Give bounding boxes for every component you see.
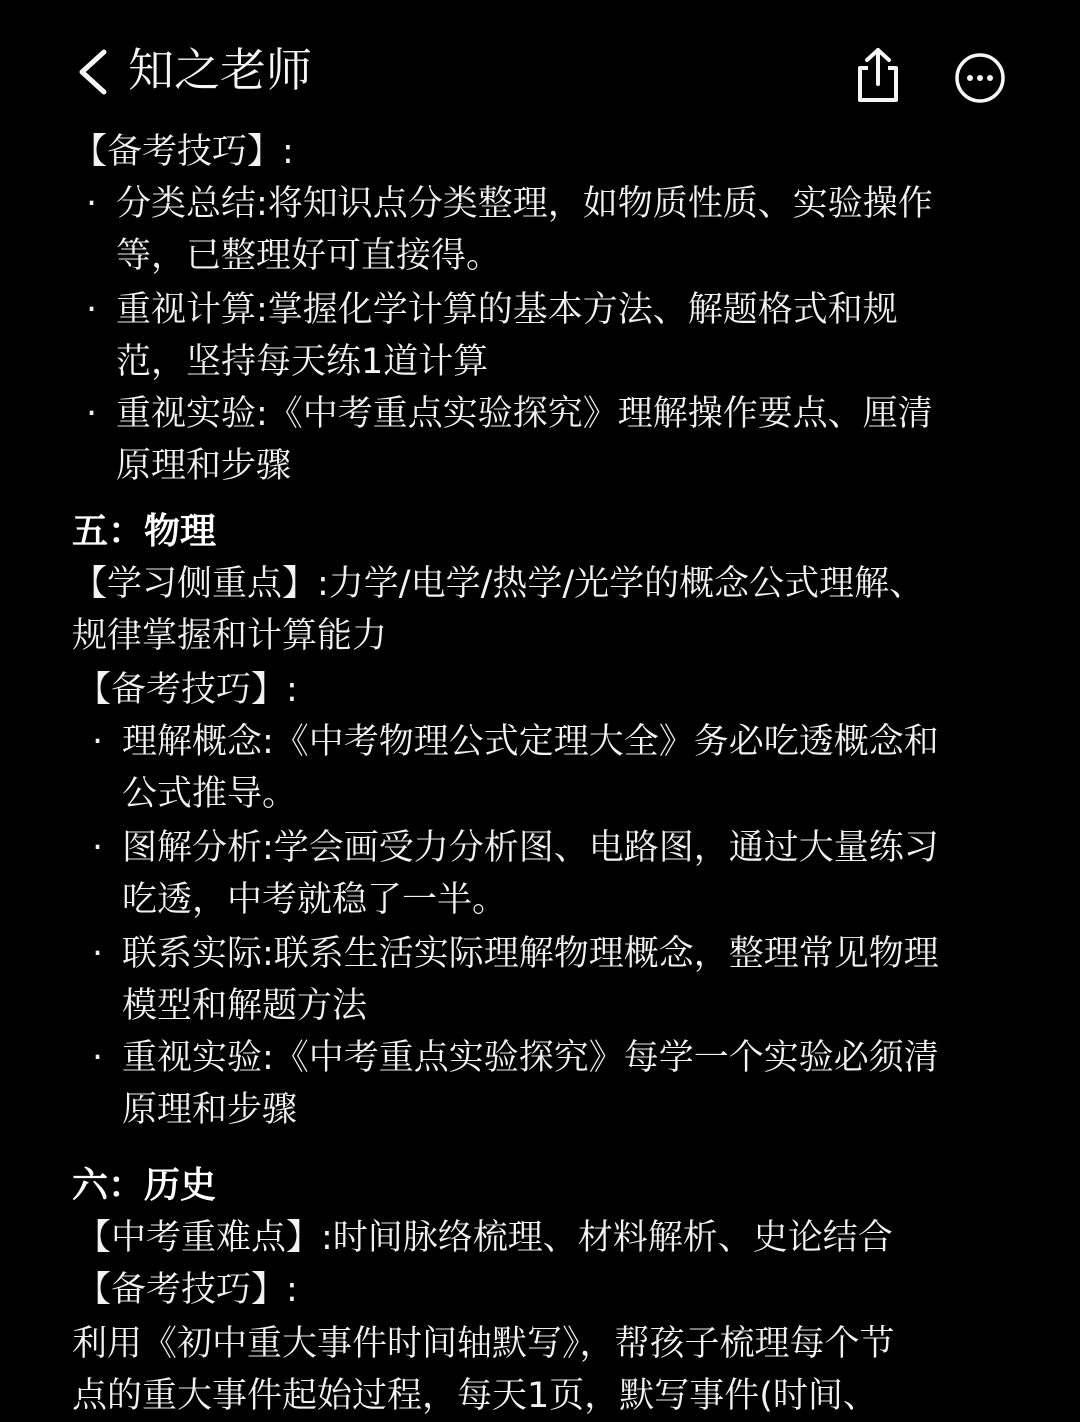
physics-tip-1-line2: 公式推导。 <box>122 774 298 814</box>
bullet-dot: · <box>86 184 98 224</box>
chem-tip-2-line1: 重视计算:掌握化学计算的基本方法、解题格式和规 <box>116 290 898 330</box>
chem-tip-1-line2: 等，已整理好可直接得。 <box>116 236 502 276</box>
physics-tip-4-line1: 重视实验:《中考重点实验探究》每学一个实验必须清 <box>122 1038 939 1078</box>
history-para-line2: 点的重大事件起始过程，每天1页，默写事件(时间、 <box>72 1376 878 1416</box>
bullet-dot: · <box>92 1038 104 1078</box>
physics-tips-label: 【备考技巧】: <box>76 670 298 710</box>
bullet-dot: · <box>86 290 98 330</box>
history-para-line1: 利用《初中重大事件时间轴默写》，帮孩子梳理每个节 <box>72 1324 895 1364</box>
chem-tip-3-line2: 原理和步骤 <box>116 446 292 486</box>
history-tips-label: 【备考技巧】: <box>76 1270 298 1310</box>
history-focus: 【中考重难点】:时间脉络梳理、材料解析、史论结合 <box>76 1218 893 1258</box>
chem-tip-2-line2: 范，坚持每天练1道计算 <box>116 342 489 382</box>
bullet-dot: · <box>92 828 104 868</box>
physics-focus-line2: 规律掌握和计算能力 <box>72 616 388 656</box>
physics-tip-3-line2: 模型和解题方法 <box>122 986 368 1026</box>
chem-tips-label: 【备考技巧】: <box>72 132 294 172</box>
physics-tip-3-line1: 联系实际:联系生活实际理解物理概念，整理常见物理 <box>122 934 939 974</box>
bullet-dot: · <box>92 722 104 762</box>
chem-tip-1-line1: 分类总结:将知识点分类整理，如物质性质、实验操作 <box>116 184 933 224</box>
physics-tip-1-line1: 理解概念:《中考物理公式定理大全》务必吃透概念和 <box>122 722 939 762</box>
physics-tip-2-line1: 图解分析:学会画受力分析图、电路图，通过大量练习 <box>122 828 939 868</box>
physics-tip-2-line2: 吃透，中考就稳了一半。 <box>122 880 508 920</box>
physics-focus-line1: 【学习侧重点】:力学/电学/热学/光学的概念公式理解、 <box>72 564 925 604</box>
physics-heading: 五：物理 <box>72 511 217 552</box>
history-heading: 六：历史 <box>72 1165 217 1206</box>
physics-tip-4-line2: 原理和步骤 <box>122 1090 298 1130</box>
bullet-dot: · <box>86 394 98 434</box>
chem-tip-3-line1: 重视实验:《中考重点实验探究》理解操作要点、厘清 <box>116 394 933 434</box>
bullet-dot: · <box>92 934 104 974</box>
page-title: 知之老师 <box>128 43 312 97</box>
